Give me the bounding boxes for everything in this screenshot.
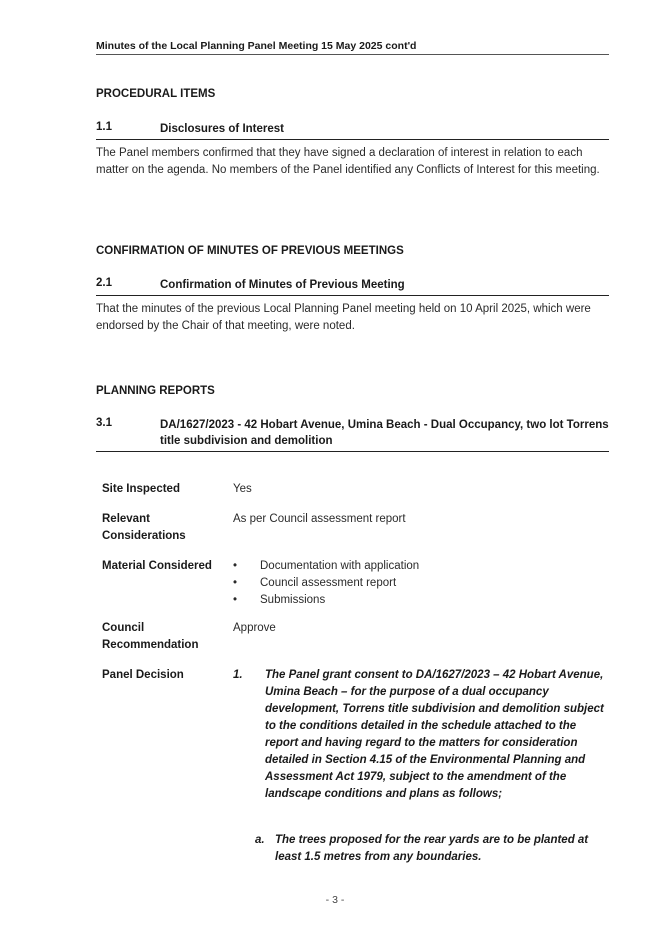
list-item: • Documentation with application <box>233 558 609 575</box>
item-number: 1.1 <box>96 121 112 133</box>
row-label: Relevant Considerations <box>102 513 186 542</box>
sub-item-text: The trees proposed for the rear yards are to be planted at least 1.5 metres from any boundaries. <box>275 834 589 863</box>
section-title-procedural: PROCEDURAL ITEMS <box>96 88 216 100</box>
confirmation-paragraph: That the minutes of the previous Local Planning Panel meeting held on 10 April 2025, which were endorsed by the Chair of that meeting, were noted. <box>96 303 591 332</box>
item-heading-1-1 <box>96 121 609 140</box>
row-label: Site Inspected <box>102 483 180 495</box>
material-list <box>233 558 609 609</box>
sub-item-letter: a. <box>255 834 265 846</box>
decision-number: 1. <box>233 669 243 681</box>
running-head: Minutes of the Local Planning Panel Meeting 15 May 2025 cont'd <box>96 40 609 55</box>
item-heading-2-1 <box>96 277 609 296</box>
decision-text: The Panel grant consent to DA/1627/2023 – 42 Hobart Avenue, Umina Beach – for the purpose of a dual occupancy development, Torrens title subdivision and demolition subject to the conditions detailed in the schedule attached to the report and having regard to the matters for consideration detailed in Section 4.15 of the Environmental Planning and Assessment Act 1979, subject to the amendment of the landscape conditions and plans as follows; <box>265 669 604 800</box>
row-label: Council Recommendation <box>102 622 199 651</box>
list-item: • Council assessment report <box>233 575 609 592</box>
row-label: Material Considered <box>102 560 212 572</box>
item-number: 2.1 <box>96 277 112 289</box>
row-value <box>233 558 609 609</box>
item-title: Confirmation of Minutes of Previous Meeting <box>160 279 405 291</box>
list-item: • Submissions <box>233 592 609 609</box>
item-title: DA/1627/2023 - 42 Hobart Avenue, Umina Beach - Dual Occupancy, two lot Torrens title subdivision and demolition <box>160 419 609 447</box>
disclosure-paragraph: The Panel members confirmed that they have signed a declaration of interest in relation to each matter on the agenda. No members of the Panel identified any Conflicts of Interest for this meeting. <box>96 147 600 176</box>
section-title-planning: PLANNING REPORTS <box>96 385 215 397</box>
item-heading-3-1 <box>96 417 609 452</box>
item-title: Disclosures of Interest <box>160 123 284 135</box>
row-value: As per Council assessment report <box>233 513 406 525</box>
section-title-confirmation: CONFIRMATION OF MINUTES OF PREVIOUS MEETINGS <box>96 245 404 257</box>
item-number: 3.1 <box>96 417 112 429</box>
row-value: Yes <box>233 483 252 495</box>
page-number: - 3 - <box>325 894 345 906</box>
row-value: Approve <box>233 622 276 634</box>
row-label: Panel Decision <box>102 669 184 681</box>
